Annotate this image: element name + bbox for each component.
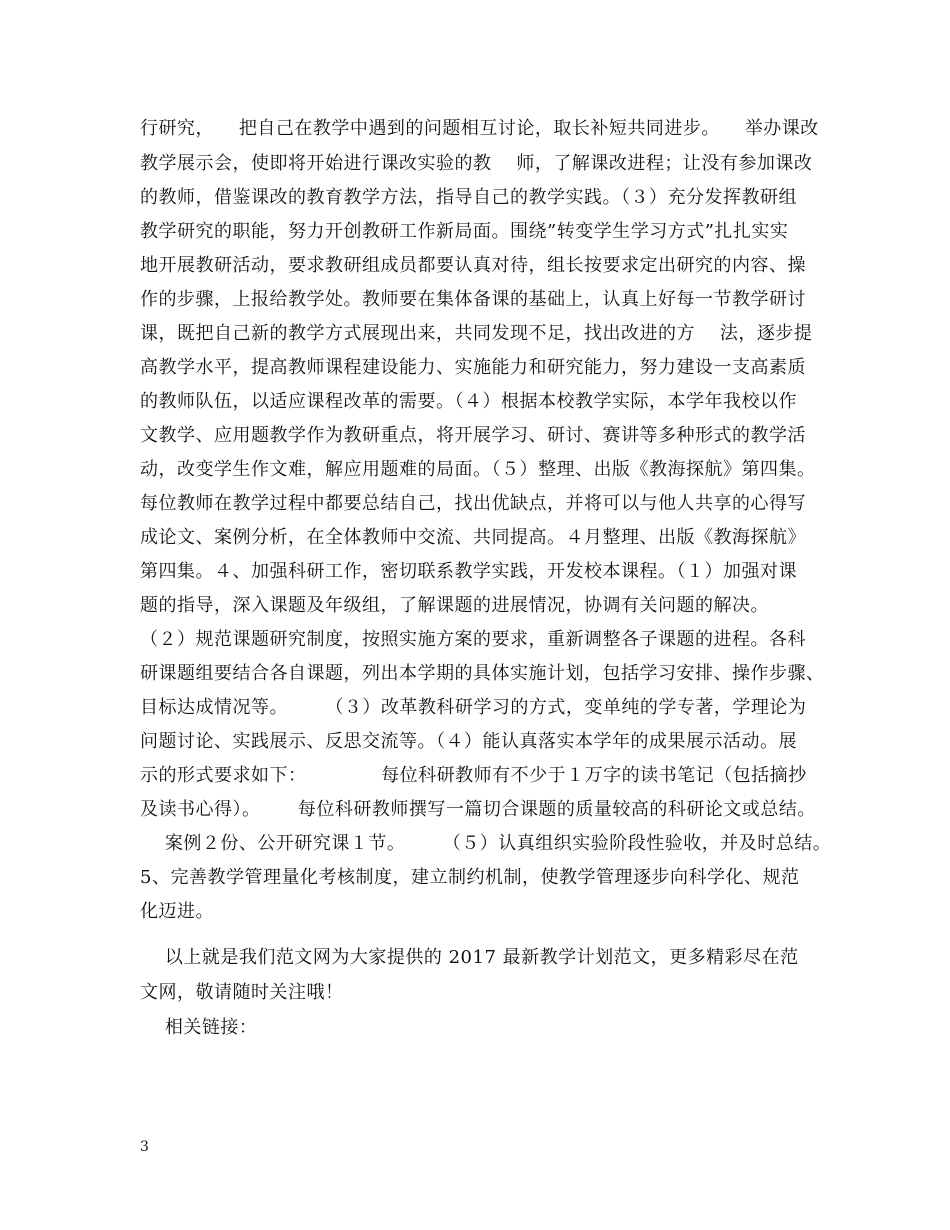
body-text-line: 目标达成情况等。 （３）改革教科研学习的方式，变单纯的学专著，学理论为 xyxy=(140,697,807,718)
body-text-line: 地开展教研活动，要求教研组成员都要认真对待，组长按要求定出研究的内容、操 xyxy=(140,255,806,276)
related-links-label: 相关链接： xyxy=(140,1017,258,1038)
body-text-line: 作的步骤，上报给教学处。教师要在集体备课的基础上，认真上好每一节教学研讨 xyxy=(140,289,806,310)
body-text-line: 动，改变学生作文难，解应用题难的局面。（５）整理、出版《教海探航》第四集。 xyxy=(140,459,816,480)
body-text-line: （２）规范课题研究制度，按照实施方案的要求，重新调整各子课题的进程。各科 xyxy=(140,629,806,650)
body-text-line: 化迈进。 xyxy=(140,901,214,922)
body-text-line: 的教师队伍，以适应课程改革的需要。（４）根据本校教学实际，本学年我校以作 xyxy=(140,391,797,412)
body-text-line: 文教学、应用题教学作为教研重点，将开展学习、研讨、赛讲等多种形式的教学活 xyxy=(140,425,806,446)
body-text-line: 成论文、案例分析，在全体教师中交流、共同提高。４月整理、出版《教海探航》 xyxy=(140,527,806,548)
body-text-line: 行研究， 把自己在教学中遇到的问题相互讨论，取长补短共同进步。 举办课改 xyxy=(140,118,819,139)
body-text-line: 课，既把自己新的教学方式展现出来，共同发现不足，找出改进的方 法，逐步提 xyxy=(140,323,813,344)
body-text-line: 示的形式要求如下： 每位科研教师有不少于１万字的读书笔记（包括摘抄 xyxy=(140,765,807,786)
body-text-line: 以上就是我们范文网为大家提供的 2017 最新教学计划范文，更多精彩尽在范 xyxy=(140,947,799,968)
body-text-line: 案例２份、公开研究课１节。 （５）认真组织实验阶段性验收，并及时总结。 xyxy=(140,833,832,854)
page-number: 3 xyxy=(140,1139,149,1155)
body-text-line: 高教学水平，提高教师课程建设能力、实施能力和研究能力，努力建设一支高素质 xyxy=(140,357,806,378)
body-text-line: 教学研究的职能，努力开创教研工作新局面。围绕”转变学生学习方式”扎扎实实 xyxy=(140,221,789,242)
body-text-line: 教学展示会，使即将开始进行课改实验的教 师，了解课改进程；让没有参加课改 xyxy=(140,153,813,174)
body-text-line: 的教师，借鉴课改的教育教学方法，指导自己的教学实践。（３）充分发挥教研组 xyxy=(140,187,797,208)
body-text-line: 5、完善教学管理量化考核制度，建立制约机制，使教学管理逐步向科学化、规范 xyxy=(140,867,800,888)
body-text-line: 及读书心得）。 每位科研教师撰写一篇切合课题的质量较高的科研论文或总结。 xyxy=(140,799,816,820)
body-text-line: 第四集。４、加强科研工作，密切联系教学实践，开发校本课程。（１）加强对课 xyxy=(140,561,797,582)
body-text-line: 研课题组要结合各自课题，列出本学期的具体实施计划，包括学习安排、操作步骤、 xyxy=(140,663,825,684)
body-text-line: 问题讨论、实践展示、反思交流等。（４）能认真落实本学年的成果展示活动。展 xyxy=(140,731,797,752)
body-text-line: 题的指导，深入课题及年级组，了解课题的进展情况，协调有关问题的解决。 xyxy=(140,595,769,616)
body-text-line: 每位教师在教学过程中都要总结自己，找出优缺点，并将可以与他人共享的心得写 xyxy=(140,493,806,514)
body-text-line: 文网，敬请随时关注哦！ xyxy=(140,982,344,1003)
